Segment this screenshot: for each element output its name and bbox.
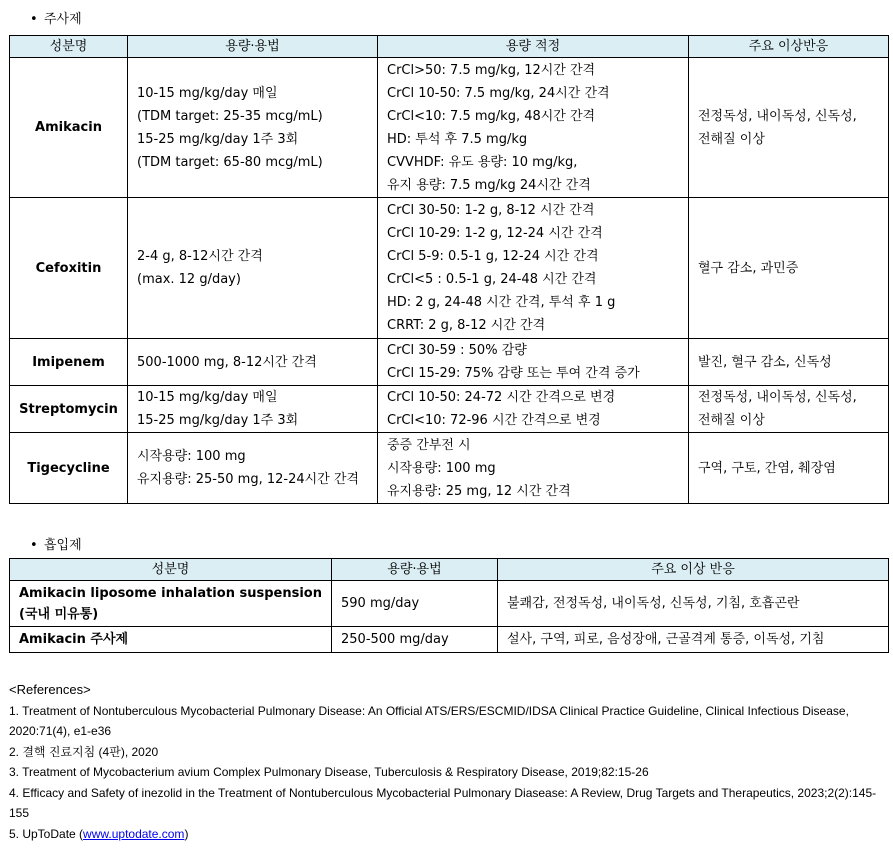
dosage-cell: 250-500 mg/day: [332, 627, 498, 653]
dosage-cell-line: 10-15 mg/kg/day 매일: [137, 390, 278, 405]
injection-section-title: [30, 12, 82, 28]
ingredient-name-line: Amikacin liposome inhalation suspension: [19, 585, 322, 601]
dosage-cell: 590 mg/day: [332, 581, 498, 627]
table-row: [10, 58, 889, 198]
adverse-effects-cell: 불쾌감, 전정독성, 내이독성, 신독성, 기침, 호흡곤란: [498, 581, 889, 627]
adjustment-cell-line: 중증 간부전 시: [387, 437, 471, 453]
adverse-effects-cell-line: 혈구 감소, 과민증: [698, 260, 799, 276]
ingredient-name-line: (국내 미유통): [19, 606, 99, 622]
adjustment-cell: [378, 198, 689, 339]
adverse-effects-cell: [689, 433, 889, 504]
dosage-cell-line: 유지용량: 25-50 mg, 12-24시간 간격: [137, 472, 359, 487]
injection-title-text: 주사제: [44, 12, 82, 27]
header-ingredient: 성분명: [10, 559, 332, 581]
adjustment-cell-line: CrCl 30-59 : 50% 감량: [387, 343, 527, 358]
dosage-cell-line: (TDM target: 25-35 mcg/mL): [137, 108, 323, 124]
table-row: [10, 433, 889, 504]
reference-item: 4. Efficacy and Safety of inezolid in the Treatment of Nontuberculous Mycobacterial Pulmonary Diasease: A Review, Drug Targets and Therapeutics, 2023;2(2):145-: [9, 785, 877, 800]
references-heading: <References>: [9, 682, 91, 697]
header-adjustment: 용량 적정: [378, 36, 689, 58]
adjustment-cell-line: 시작용량: 100 mg: [387, 460, 496, 476]
table-row: [10, 581, 889, 627]
adjustment-cell: [378, 339, 689, 386]
adverse-effects-cell: 설사, 구역, 피로, 음성장애, 근골격계 통증, 이독성, 기침: [498, 627, 889, 653]
references: [9, 680, 889, 844]
dosage-cell: [128, 339, 378, 386]
inhalation-title-text: 흡입제: [44, 538, 82, 553]
dosage-cell-line: 10-15 mg/kg/day 매일: [137, 85, 278, 101]
adverse-effects-cell: [689, 339, 889, 386]
dosage-cell: [128, 386, 378, 433]
adjustment-cell-line: CrCl 15-29: 75% 감량 또는 투여 간격 증가: [387, 366, 640, 381]
reference-item: 155: [9, 806, 30, 820]
dosage-cell-line: 시작용량: 100 mg: [137, 449, 246, 464]
ingredient-name: [10, 627, 332, 653]
injection-table: [9, 35, 889, 504]
adjustment-cell: [378, 386, 689, 433]
dosage-cell: [128, 58, 378, 198]
adverse-effects-cell: [689, 198, 889, 339]
ingredient-name: Amikacin: [10, 58, 128, 198]
adjustment-cell-line: CRRT: 2 g, 8-12 시간 간격: [387, 318, 546, 333]
dosage-cell-line: 15-25 mg/kg/day 1주 3회: [137, 131, 299, 147]
uptodate-link[interactable]: www.uptodate.com: [83, 826, 185, 841]
ingredient-name: Tigecycline: [10, 433, 128, 504]
inhalation-header-row: [10, 559, 889, 581]
adjustment-cell-line: HD: 투석 후 7.5 mg/kg: [387, 131, 528, 147]
ingredient-name: Imipenem: [10, 339, 128, 386]
injection-header-row: [10, 36, 889, 58]
adjustment-cell-line: CrCl 30-50: 1-2 g, 8-12 시간 간격: [387, 203, 595, 218]
adjustment-cell-line: CrCl 10-50: 7.5 mg/kg, 24시간 간격: [387, 85, 610, 101]
reference-item: 2. 결핵 진료지침 (4판), 2020: [9, 744, 159, 759]
table-row: [10, 386, 889, 433]
dosage-cell: [128, 198, 378, 339]
table-row: [10, 198, 889, 339]
adjustment-cell-line: CrCl>50: 7.5 mg/kg, 12시간 간격: [387, 62, 596, 78]
dosage-cell-line: 15-25 mg/kg/day 1주 3회: [137, 413, 299, 428]
bullet-icon: •: [30, 538, 38, 553]
adjustment-cell-line: HD: 2 g, 24-48 시간 간격, 투석 후 1 g: [387, 295, 616, 310]
adverse-effects-cell-line: 전해질 이상: [698, 413, 765, 428]
bullet-icon: •: [30, 12, 38, 27]
dosage-cell-line: (max. 12 g/day): [137, 272, 241, 287]
adverse-effects-cell-line: 전해질 이상: [698, 131, 765, 147]
adverse-effects-cell-line: 구역, 구토, 간염, 췌장염: [698, 460, 836, 476]
header-adverse-effects: 주요 이상반응: [689, 36, 889, 58]
adverse-effects-cell-line: 전정독성, 내이독성, 신독성,: [698, 108, 857, 124]
adjustment-cell-line: CrCl<10: 72-96 시간 간격으로 변경: [387, 413, 601, 428]
dosage-cell: [128, 433, 378, 504]
ingredient-name: [10, 581, 332, 627]
reference-item: 3. Treatment of Mycobacterium avium Complex Pulmonary Disease, Tuberculosis & Respiratory Disease, 2019;82:15-26: [9, 765, 649, 779]
ingredient-name: Streptomycin: [10, 386, 128, 433]
reference-item: 1. Treatment of Nontuberculous Mycobacterial Pulmonary Disease: An Official ATS/ERS/ESCMID/IDSA Clinical Practice Guideline, Clinical Infectious Disease,: [9, 703, 849, 718]
adjustment-cell-line: CrCl 10-50: 24-72 시간 간격으로 변경: [387, 390, 616, 405]
ingredient-name: Cefoxitin: [10, 198, 128, 339]
adverse-effects-cell-line: 발진, 혈구 감소, 신독성: [698, 354, 832, 370]
adjustment-cell-line: CrCl 5-9: 0.5-1 g, 12-24 시간 간격: [387, 249, 599, 264]
adverse-effects-cell: [689, 58, 889, 198]
inhalation-section-title: [30, 538, 82, 554]
adverse-effects-cell-line: 전정독성, 내이독성, 신독성,: [698, 390, 857, 405]
adjustment-cell-line: CVVHDF: 유도 용량: 10 mg/kg,: [387, 154, 578, 170]
header-dosage: 용량·용법: [128, 36, 378, 58]
dosage-cell-line: 2-4 g, 8-12시간 간격: [137, 249, 263, 264]
adjustment-cell: [378, 58, 689, 198]
adjustment-cell-line: 유지 용량: 7.5 mg/kg 24시간 간격: [387, 177, 591, 193]
ingredient-name-line: Amikacin 주사제: [19, 632, 129, 647]
table-row: [10, 627, 889, 653]
adverse-effects-cell: [689, 386, 889, 433]
header-adverse-effects: 주요 이상 반응: [498, 559, 889, 581]
adjustment-cell-line: CrCl<5 : 0.5-1 g, 24-48 시간 간격: [387, 272, 597, 287]
table-row: [10, 339, 889, 386]
adjustment-cell-line: CrCl 10-29: 1-2 g, 12-24 시간 간격: [387, 226, 603, 241]
adjustment-cell-line: CrCl<10: 7.5 mg/kg, 48시간 간격: [387, 108, 596, 124]
reference-item: 2020:71(4), e1-e36: [9, 724, 112, 738]
inhalation-table: [9, 558, 889, 653]
header-dosage: 용량·용법: [332, 559, 498, 581]
adjustment-cell-line: 유지용량: 25 mg, 12 시간 간격: [387, 483, 571, 499]
dosage-cell-line: 500-1000 mg, 8-12시간 간격: [137, 354, 317, 370]
header-ingredient: 성분명: [10, 36, 128, 58]
dosage-cell-line: (TDM target: 65-80 mcg/mL): [137, 154, 323, 170]
reference-item: 5. UpToDate (www.uptodate.com): [9, 826, 189, 841]
adjustment-cell: [378, 433, 689, 504]
